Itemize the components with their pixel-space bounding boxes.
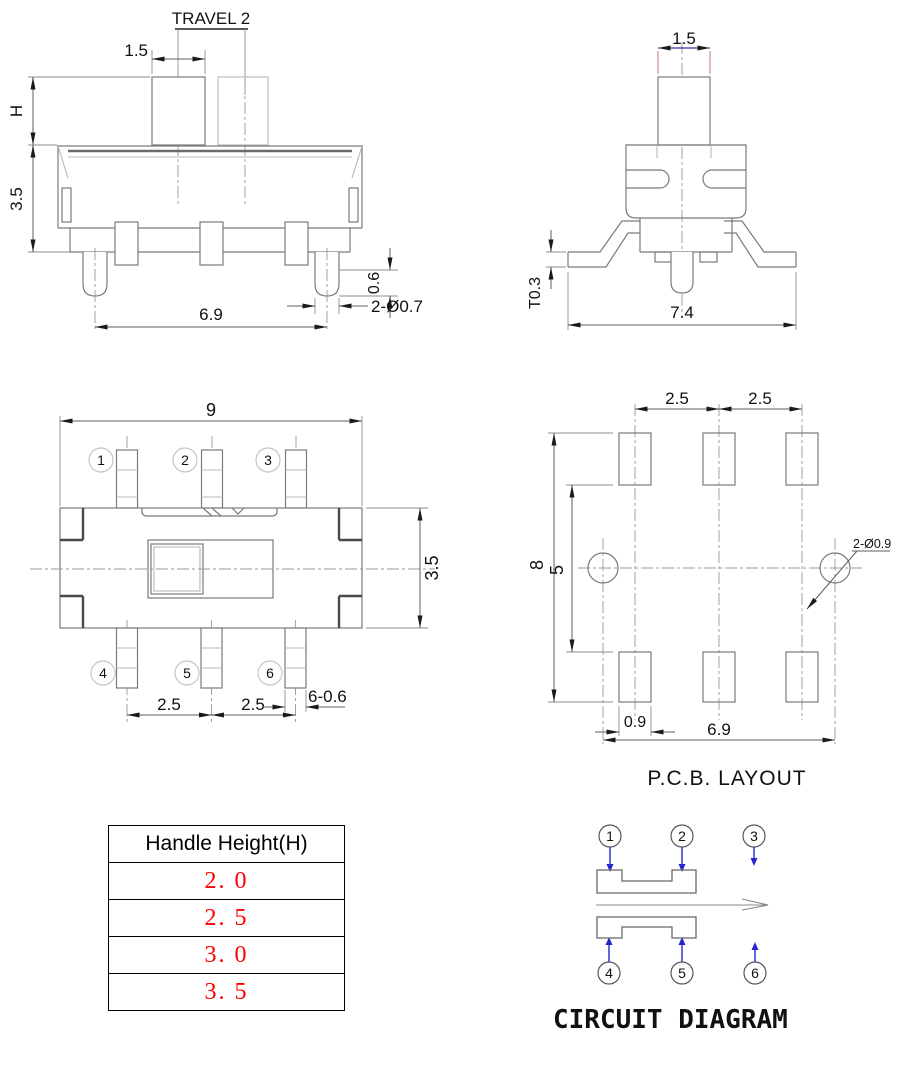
terminal-badges-bottom — [598, 962, 766, 984]
h-dimension — [7, 77, 150, 145]
dim-0-6: 0.6 — [366, 271, 383, 295]
travel-label: TRAVEL 2 — [171, 9, 251, 28]
terminal-4: 4 — [605, 965, 613, 981]
switch-handle — [152, 77, 268, 145]
handle-width-dimension — [124, 41, 205, 74]
height-dimensions — [527, 433, 613, 702]
dim-3-5: 3.5 — [7, 187, 26, 211]
dim-9: 9 — [205, 400, 217, 420]
terminal-2: 2 — [678, 828, 686, 844]
width-dimension — [366, 508, 442, 628]
circuit-diagram — [540, 810, 900, 1050]
top-view — [0, 380, 460, 780]
mount-tab — [200, 222, 223, 265]
terminal-5: 5 — [678, 965, 686, 981]
dim-h: H — [7, 104, 26, 118]
circuit-diagram-title: CIRCUIT DIAGRAM — [553, 1005, 788, 1035]
dim-2-5-b: 2.5 — [241, 695, 265, 714]
table-row: 2. 5 — [109, 900, 345, 937]
dim-3-5: 3.5 — [422, 555, 442, 581]
dim-2-d0-7: 2-Ø0.7 — [371, 297, 423, 316]
pin-number-1: 1 — [97, 452, 105, 468]
top-pins — [117, 436, 307, 520]
body-height-dimension — [7, 145, 88, 252]
foot-thickness-dimension — [527, 230, 566, 309]
contact-strip-top — [597, 870, 696, 893]
dim-t0-3: T0.3 — [527, 276, 544, 310]
table-row: 3. 5 — [109, 974, 345, 1011]
pin-number-6: 6 — [266, 665, 274, 681]
side-view — [450, 0, 900, 345]
contact-strips — [596, 870, 768, 938]
dim-0-9: 0.9 — [623, 714, 647, 731]
dim-6-9: 6.9 — [199, 305, 223, 324]
slider-direction-arrow — [596, 899, 768, 910]
dim-1-5: 1.5 — [124, 41, 148, 60]
pin-diameter-callout — [287, 297, 423, 316]
pin-span-dimension — [95, 305, 327, 327]
pad-centerlines — [578, 404, 862, 744]
handle-height-table — [108, 825, 345, 1011]
dim-2-d0-9: 2-Ø0.9 — [853, 537, 892, 551]
bottom-pins — [117, 620, 307, 725]
dim-8: 8 — [527, 559, 547, 571]
dim-6-9: 6.9 — [707, 720, 731, 739]
pitch-dimensions — [635, 389, 802, 409]
pin-number-5: 5 — [183, 665, 191, 681]
table-row: 3. 0 — [109, 937, 345, 974]
dim-2-5-b: 2.5 — [748, 389, 772, 408]
contact-strip-bottom — [597, 917, 696, 938]
pin-number-3: 3 — [264, 452, 272, 468]
dim-6-0-6: 6-0.6 — [308, 687, 347, 706]
pad-width-dimension — [595, 706, 675, 736]
dim-1-5: 1.5 — [672, 29, 696, 48]
mount-tab — [115, 222, 138, 265]
terminal-1: 1 — [606, 828, 614, 844]
left-wing — [568, 221, 640, 267]
handle-side — [658, 77, 710, 145]
pcb-layout-view — [450, 380, 900, 800]
terminal-badges-top — [599, 825, 765, 847]
table-header: Handle Height(H) — [109, 826, 345, 863]
center-pin — [671, 252, 693, 293]
front-view — [0, 0, 450, 345]
pin-number-2: 2 — [181, 452, 189, 468]
handle-width-dimension — [658, 29, 710, 74]
right-wing — [724, 221, 796, 267]
switch-body-front — [57, 146, 363, 330]
terminal-6: 6 — [751, 965, 759, 981]
terminal-3: 3 — [750, 828, 758, 844]
dim-2-5-a: 2.5 — [665, 389, 689, 408]
pcb-layout-title: P.C.B. LAYOUT — [647, 767, 807, 790]
mount-tab — [285, 222, 308, 265]
dim-2-5-a: 2.5 — [157, 695, 181, 714]
dim-5: 5 — [547, 564, 567, 576]
handle-phantom-position — [218, 77, 268, 145]
dim-7-4: 7.4 — [670, 303, 694, 322]
pin-width-dimension — [262, 687, 347, 712]
table-row: 2. 0 — [109, 863, 345, 900]
switch-body-top — [30, 508, 435, 628]
pin-number-4: 4 — [99, 665, 107, 681]
